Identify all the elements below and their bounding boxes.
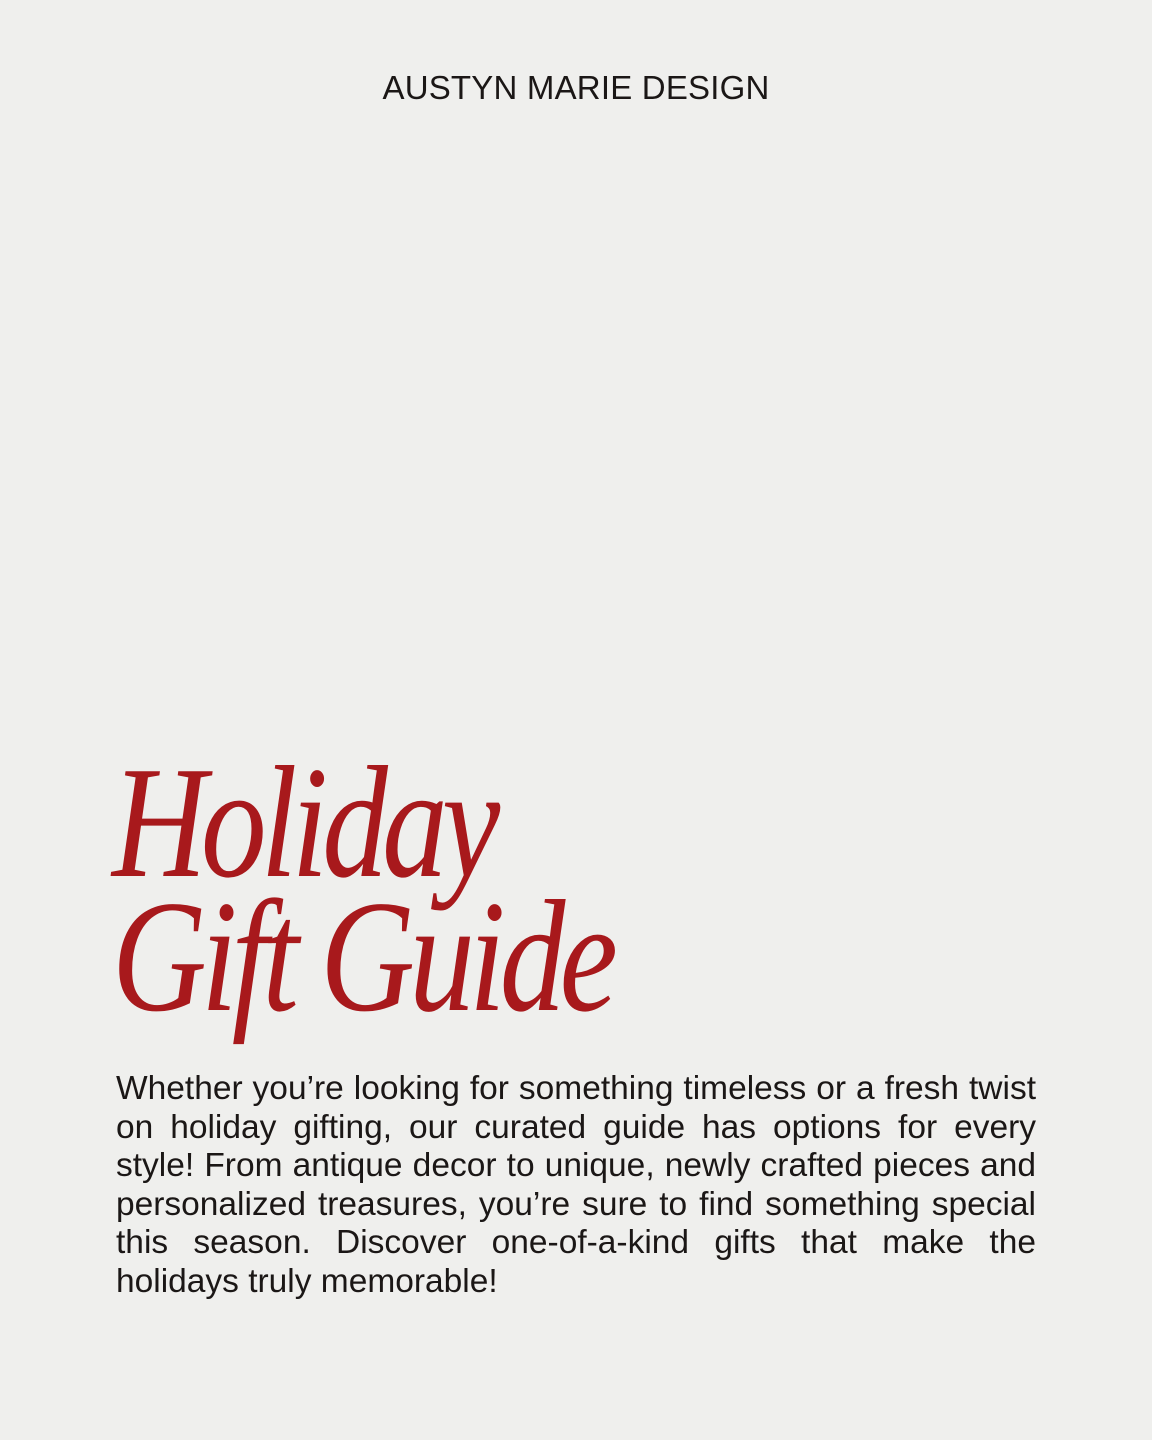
intro-paragraph: Whether you’re looking for something timeless or a fresh twist on holiday gifting, our curated guide has options for every style! From antique decor to unique, newly crafted pieces and personalized treasures, you’re sure to find something special this season. Discover one-of-a-kind gifts that make the holidays truly memorable! <box>116 1070 1036 1300</box>
title-line-gift-guide: Gift Guide <box>112 867 613 1045</box>
brand-name: AUSTYN MARIE DESIGN <box>382 69 770 106</box>
title-line-holiday: Holiday <box>112 733 495 911</box>
page-title <box>112 733 850 1045</box>
